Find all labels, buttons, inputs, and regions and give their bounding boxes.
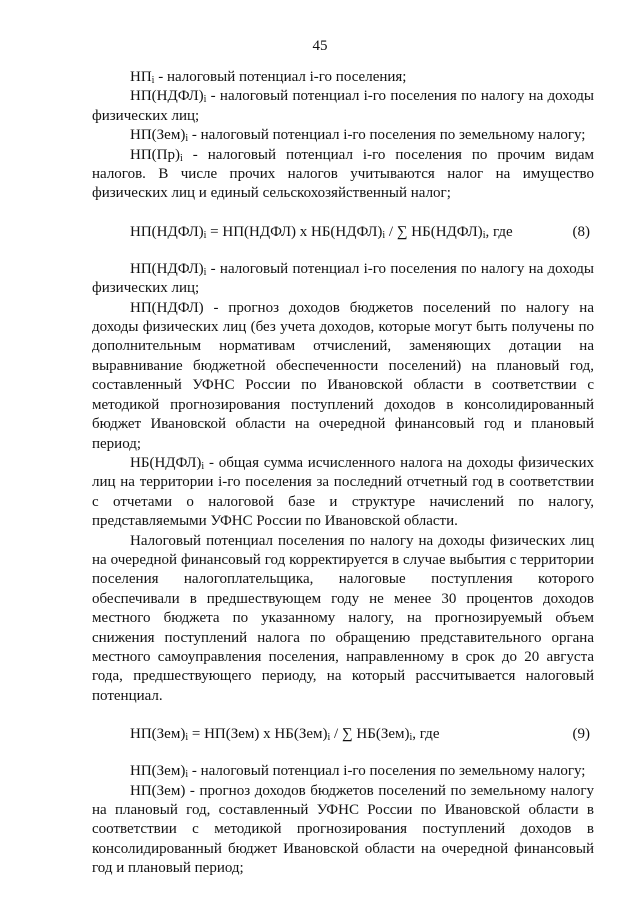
paragraph-text: Налоговый потенциал поселения по налогу на доходы физических лиц на очередной финансовый год корректируется в случае выбытия с территории поселения налогоплательщика, налоговые поступления которого обеспечивали в предшествующем году не менее 30 процентов доходов местного бюджета по указанному налогу, на прогнозируемый объем снижения поступлений налога по обращению представительного органа местного самоуправления поселения, направленному в срок до 20 августа года, предшествующего периоду, на который рассчитывается налоговый потенциал. [92, 532, 594, 704]
body-paragraph [92, 532, 594, 707]
term-subscript: i [185, 769, 189, 781]
term-subscript: i [180, 152, 183, 164]
term: НП(НДФЛ) [130, 260, 204, 277]
term: НБ(НДФЛ) [130, 454, 202, 471]
definition-text: НП(Зем) - прогноз доходов бюджетов поселений по земельному налогу на плановый год, составленный УФНС России по Ивановской области в соответствии с методикой прогнозирования поступлений доходов в консолидированный бюджет Ивановской области на очередной финансовый год и плановый период; [92, 782, 594, 877]
definition-paragraph [92, 126, 594, 145]
definition-paragraph [92, 782, 594, 879]
definition-text: - налоговый потенциал i-го поселения по налогу на доходы физических лиц; [92, 88, 594, 124]
term: НП(Пр) [130, 146, 180, 163]
definition-text: - общая сумма исчисленного налога на доходы физических лиц на территории i-го поселения за последний отчетный год в соответствии с отчетами о налоговой базе и структуре начислений по налогу, представляемыми УФНС России по Ивановской области. [92, 454, 594, 530]
term: НП [130, 69, 152, 85]
definition-paragraph [92, 260, 594, 299]
definition-paragraph [92, 299, 594, 454]
definition-text: НП(НДФЛ) - прогноз доходов бюджетов поселений по налогу на доходы физических лиц (без учета доходов, которые могут быть получены по дополнительным нормативам отчислений, заменяющих дотации на выравнивание бюджетной обеспеченности поселений) на плановый год, составленный УФНС России по Ивановской области в соответствии с методикой прогнозирования поступлений доходов в консолидированный бюджет Ивановской области на очередной финансовый год и плановый период; [92, 299, 594, 452]
document-body [92, 68, 594, 879]
term: НП(НДФЛ) [130, 88, 204, 105]
page-number: 45 [312, 38, 328, 54]
definition-text: - налоговый потенциал i-го поселения по земельному налогу; [188, 763, 586, 780]
definition-paragraph [92, 146, 594, 204]
definition-text: - налоговый потенциал i-го поселения по налогу на доходы физических лиц; [92, 260, 594, 297]
formula-9: $НП(Зем)_i = НП(Зем)$ х $НБ(Зем)_i$ / ∑ $НБ(Зем)_i$, где (9) [130, 726, 590, 744]
formula-8: $НП(НДФЛ)_i$ = НП(НДФЛ) х $НБ(НДФЛ)_i$ / ∑ $НБ(НДФЛ)_i$, где (8) [130, 223, 590, 241]
formula-number: (9) [572, 726, 590, 743]
term: НП(Зем) [130, 763, 186, 780]
term-subscript: i [203, 94, 207, 106]
definition-text: - налоговый потенциал i-го поселения по земельному налогу; [188, 127, 586, 144]
term: НП(Зем) [130, 127, 186, 144]
definition-paragraph [92, 87, 594, 126]
term-subscript: i [151, 75, 155, 86]
definition-paragraph [92, 762, 594, 781]
definition-text: - налоговый потенциал i-го поселения; [154, 69, 407, 85]
term-subscript: i [185, 133, 189, 145]
definition-text: - налоговый потенциал i-го поселения по прочим видам налогов. В числе прочих налогов учитываются налог на имущество физических лиц и единый сельскохозяйственный налог; [92, 146, 594, 202]
definition-paragraph [92, 68, 594, 87]
term-subscript: i [203, 266, 207, 278]
formula-number: (8) [572, 223, 590, 240]
term-subscript: i [201, 460, 205, 472]
definition-paragraph [92, 454, 594, 532]
